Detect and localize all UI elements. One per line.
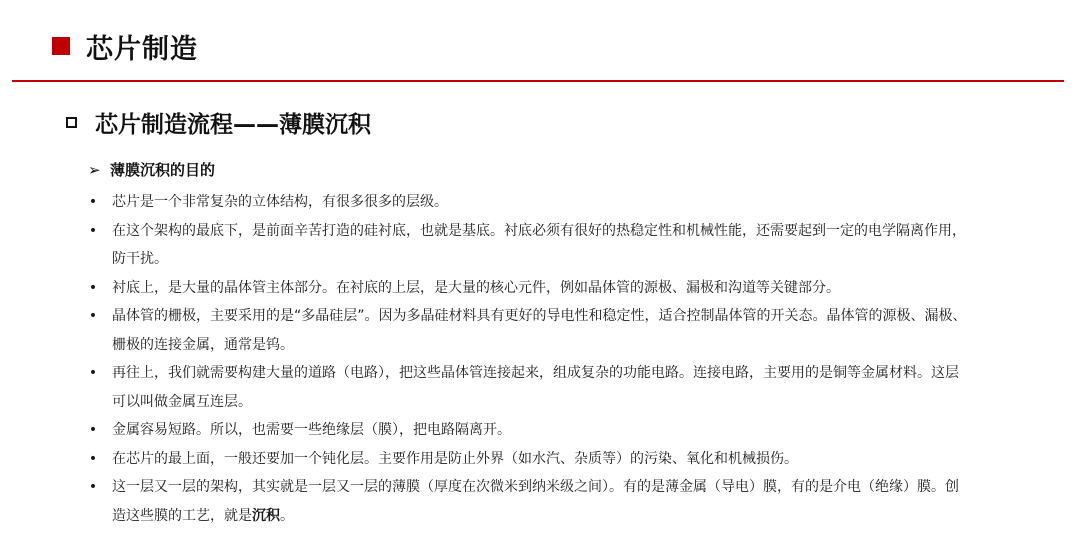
bullet-list: [86, 188, 972, 530]
list-item-text: 这一层又一层的架构，其实就是一层又一层的薄膜（厚度在次微米到纳米级之间）。有的是薄金属（导电）膜，有的是介电（绝缘）膜。创造这些膜的工艺，就是: [112, 479, 959, 524]
list-item-text: 再往上，我们就需要构建大量的道路（电路），把这些晶体管连接起来，组成复杂的功能电路。连接电路，主要用的是铜等金属材料。这层可以叫做金属互连层。: [112, 365, 959, 410]
list-item: [86, 274, 972, 303]
header-divider: [12, 80, 1064, 82]
list-item: [86, 473, 972, 530]
list-item: [86, 359, 972, 416]
header-square-icon: [52, 37, 70, 55]
hollow-square-icon: [66, 117, 77, 128]
list-item-text: 晶体管的栅极，主要采用的是“多晶硅层”。因为多晶硅材料具有更好的导电性和稳定性，适合控制晶体管的开关态。晶体管的源极、漏极、栅极的连接金属，通常是钨。: [112, 308, 967, 353]
bullet-dot-icon: •: [88, 222, 98, 239]
list-item-text: 在芯片的最上面，一般还要加一个钝化层。主要作用是防止外界（如水汽、杂质等）的污染、氧化和机械损伤。: [112, 450, 798, 467]
list-item: [86, 302, 972, 359]
list-item: [86, 416, 972, 445]
bullet-dot-icon: •: [88, 365, 98, 381]
list-item: [86, 445, 972, 474]
bullet-dot-icon: •: [88, 194, 98, 210]
list-item: [86, 217, 972, 274]
arrow-bullet-icon: ➢: [88, 161, 101, 179]
page-title: 芯片制造: [86, 34, 198, 65]
section-subtitle: 芯片制造流程——薄膜沉积: [95, 112, 371, 138]
list-item-tail: 。: [280, 507, 294, 524]
list-item: [86, 188, 972, 217]
section-heading: [88, 159, 215, 180]
emphasis-text: 沉积: [252, 507, 280, 524]
bullet-dot-icon: •: [88, 308, 98, 324]
section-heading-text: 薄膜沉积的目的: [110, 161, 216, 179]
list-item-text: 衬底上，是大量的晶体管主体部分。在衬底的上层，是大量的核心元件，例如晶体管的源极、漏极和沟道等关键部分。: [112, 279, 840, 296]
bullet-dot-icon: •: [88, 279, 98, 296]
list-item-text: 芯片是一个非常复杂的立体结构，有很多很多的层级。: [112, 194, 448, 210]
bullet-dot-icon: •: [88, 422, 98, 438]
list-item-text: 在这个架构的最底下，是前面辛苦打造的硅衬底，也就是基底。衬底必须有很好的热稳定性和机械性能，还需要起到一定的电学隔离作用，防干扰。: [112, 222, 966, 267]
bullet-dot-icon: •: [88, 450, 98, 467]
list-item-text: 金属容易短路。所以，也需要一些绝缘层（膜），把电路隔离开。: [112, 422, 511, 438]
bullet-dot-icon: •: [88, 479, 98, 495]
